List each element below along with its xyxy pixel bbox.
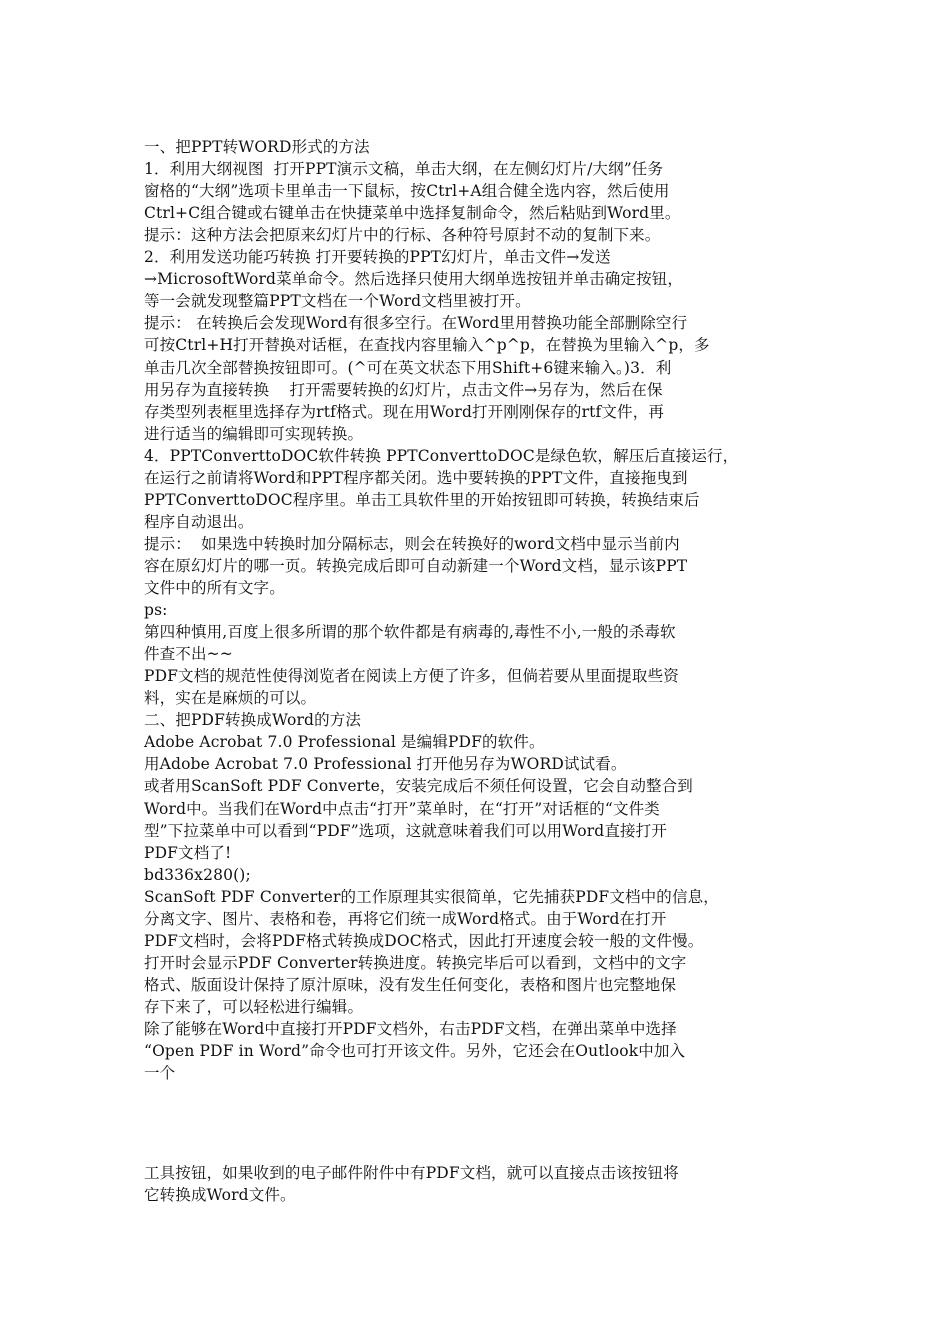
text-line: 用另存为直接转换 打开需要转换的幻灯片，点击文件→另存为，然后在保 xyxy=(144,381,663,399)
text-line: 它转换成Word文件。 xyxy=(144,1186,296,1204)
text-line: bd336x280(); xyxy=(144,866,251,884)
text-line: 容在原幻灯片的哪一页。转换完成后即可自动新建一个Word文档，显示该PPT xyxy=(144,557,688,575)
text-line: 用Adobe Acrobat 7.0 Professional 打开他另存为WORD试试看。 xyxy=(144,755,627,773)
text-line: 型”下拉菜单中可以看到“PDF”选项，这就意味着我们可以用Word直接打开 xyxy=(144,822,667,840)
text-line: 分离文字、图片、表格和卷，再将它们统一成Word格式。由于Word在打开 xyxy=(144,910,667,928)
text-line: 4．PPTConverttoDOC软件转换 PPTConverttoDOC是绿色软，解压后直接运行， xyxy=(144,447,739,465)
text-line: 在运行之前请将Word和PPT程序都关闭。选中要转换的PPT文件，直接拖曳到 xyxy=(144,469,688,487)
text-line: 工具按钮，如果收到的电子邮件附件中有PDF文档，就可以直接点击该按钮将 xyxy=(144,1164,679,1182)
text-line: 一个 xyxy=(144,1064,176,1082)
text-line: PDF文档的规范性使得浏览者在阅读上方便了许多，但倘若要从里面提取些资 xyxy=(144,667,679,685)
text-line: 除了能够在Word中直接打开PDF文档外，右击PDF文档，在弹出菜单中选择 xyxy=(144,1020,677,1038)
text-line: 等一会就发现整篇PPT文档在一个Word文档里被打开。 xyxy=(144,292,531,310)
text-line: 单击几次全部替换按钮即可。(^可在英文状态下用Shift+6键来输入。)3．利 xyxy=(144,359,672,377)
text-line: 打开时会显示PDF Converter转换进度。转换完毕后可以看到，文档中的文字 xyxy=(144,954,687,972)
text-line: Ctrl+C组合键或右键单击在快捷菜单中选择复制命令，然后粘贴到Word里。 xyxy=(144,204,681,222)
text-line: 存类型列表框里选择存为rtf格式。现在用Word打开刚刚保存的rtf文件，再 xyxy=(144,403,664,421)
text-line: PDF文档时，会将PDF格式转换成DOC格式，因此打开速度会较一般的文件慢。 xyxy=(144,932,704,950)
text-line: 文件中的所有文字。 xyxy=(144,579,285,597)
text-line: 程序自动退出。 xyxy=(144,513,254,531)
text-line: 或者用ScanSoft PDF Converte，安装完成后不须任何设置，它会自动整合到 xyxy=(144,777,693,795)
text-line: 可按Ctrl+H打开替换对话框，在查找内容里输入^p^p，在替换为里输入^p，多 xyxy=(144,336,710,354)
text-line: Word中。当我们在Word中点击“打开”菜单时，在“打开”对话框的“文件类 xyxy=(144,800,660,818)
text-line: 提示：这种方法会把原来幻灯片中的行标、各种符号原封不动的复制下来。 xyxy=(144,226,661,244)
text-line: PPTConverttoDOC程序里。单击工具软件里的开始按钮即可转换，转换结束后 xyxy=(144,491,700,509)
text-line: ScanSoft PDF Converter的工作原理其实很简单，它先捕获PDF文档中的信息， xyxy=(144,888,719,906)
text-line: 存下来了，可以轻松进行编辑。 xyxy=(144,998,364,1016)
text-line: 窗格的“大纲”选项卡里单击一下鼠标，按Ctrl+A组合健全选内容，然后使用 xyxy=(144,182,670,200)
text-line: PDF文档了! xyxy=(144,844,232,862)
text-line: 第四种慎用,百度上很多所谓的那个软件都是有病毒的,毒性不小,一般的杀毒软 xyxy=(144,623,676,641)
text-line: 1．利用大纲视图 打开PPT演示文稿，单击大纲，在左侧幻灯片/大纲”任务 xyxy=(144,160,664,178)
text-line: 2．利用发送功能巧转换 打开要转换的PPT幻灯片，单击文件→发送 xyxy=(144,248,611,266)
text-line: ps: xyxy=(144,601,168,619)
text-line: →MicrosoftWord菜单命令。然后选择只使用大纲单选按钮并单击确定按钮， xyxy=(144,270,684,288)
text-line: 提示： 如果选中转换时加分隔标志，则会在转换好的word文档中显示当前内 xyxy=(144,535,680,553)
text-line: 提示： 在转换后会发现Word有很多空行。在Word里用替换功能全部删除空行 xyxy=(144,314,688,332)
section-heading: 二、把PDF转换成Word的方法 xyxy=(144,711,362,729)
text-line: 进行适当的编辑即可实现转换。 xyxy=(144,425,364,443)
text-line: 格式、版面设计保持了原汁原味，没有发生任何变化，表格和图片也完整地保 xyxy=(144,976,677,994)
section-heading: 一、把PPT转WORD形式的方法 xyxy=(144,138,370,156)
text-line: “Open PDF in Word”命令也可打开该文件。另外，它还会在Outlook中加入 xyxy=(144,1042,686,1060)
text-line: 件查不出~~ xyxy=(144,645,233,663)
text-line: Adobe Acrobat 7.0 Professional 是编辑PDF的软件。 xyxy=(144,733,545,751)
text-line: 料，实在是麻烦的可以。 xyxy=(144,689,317,707)
